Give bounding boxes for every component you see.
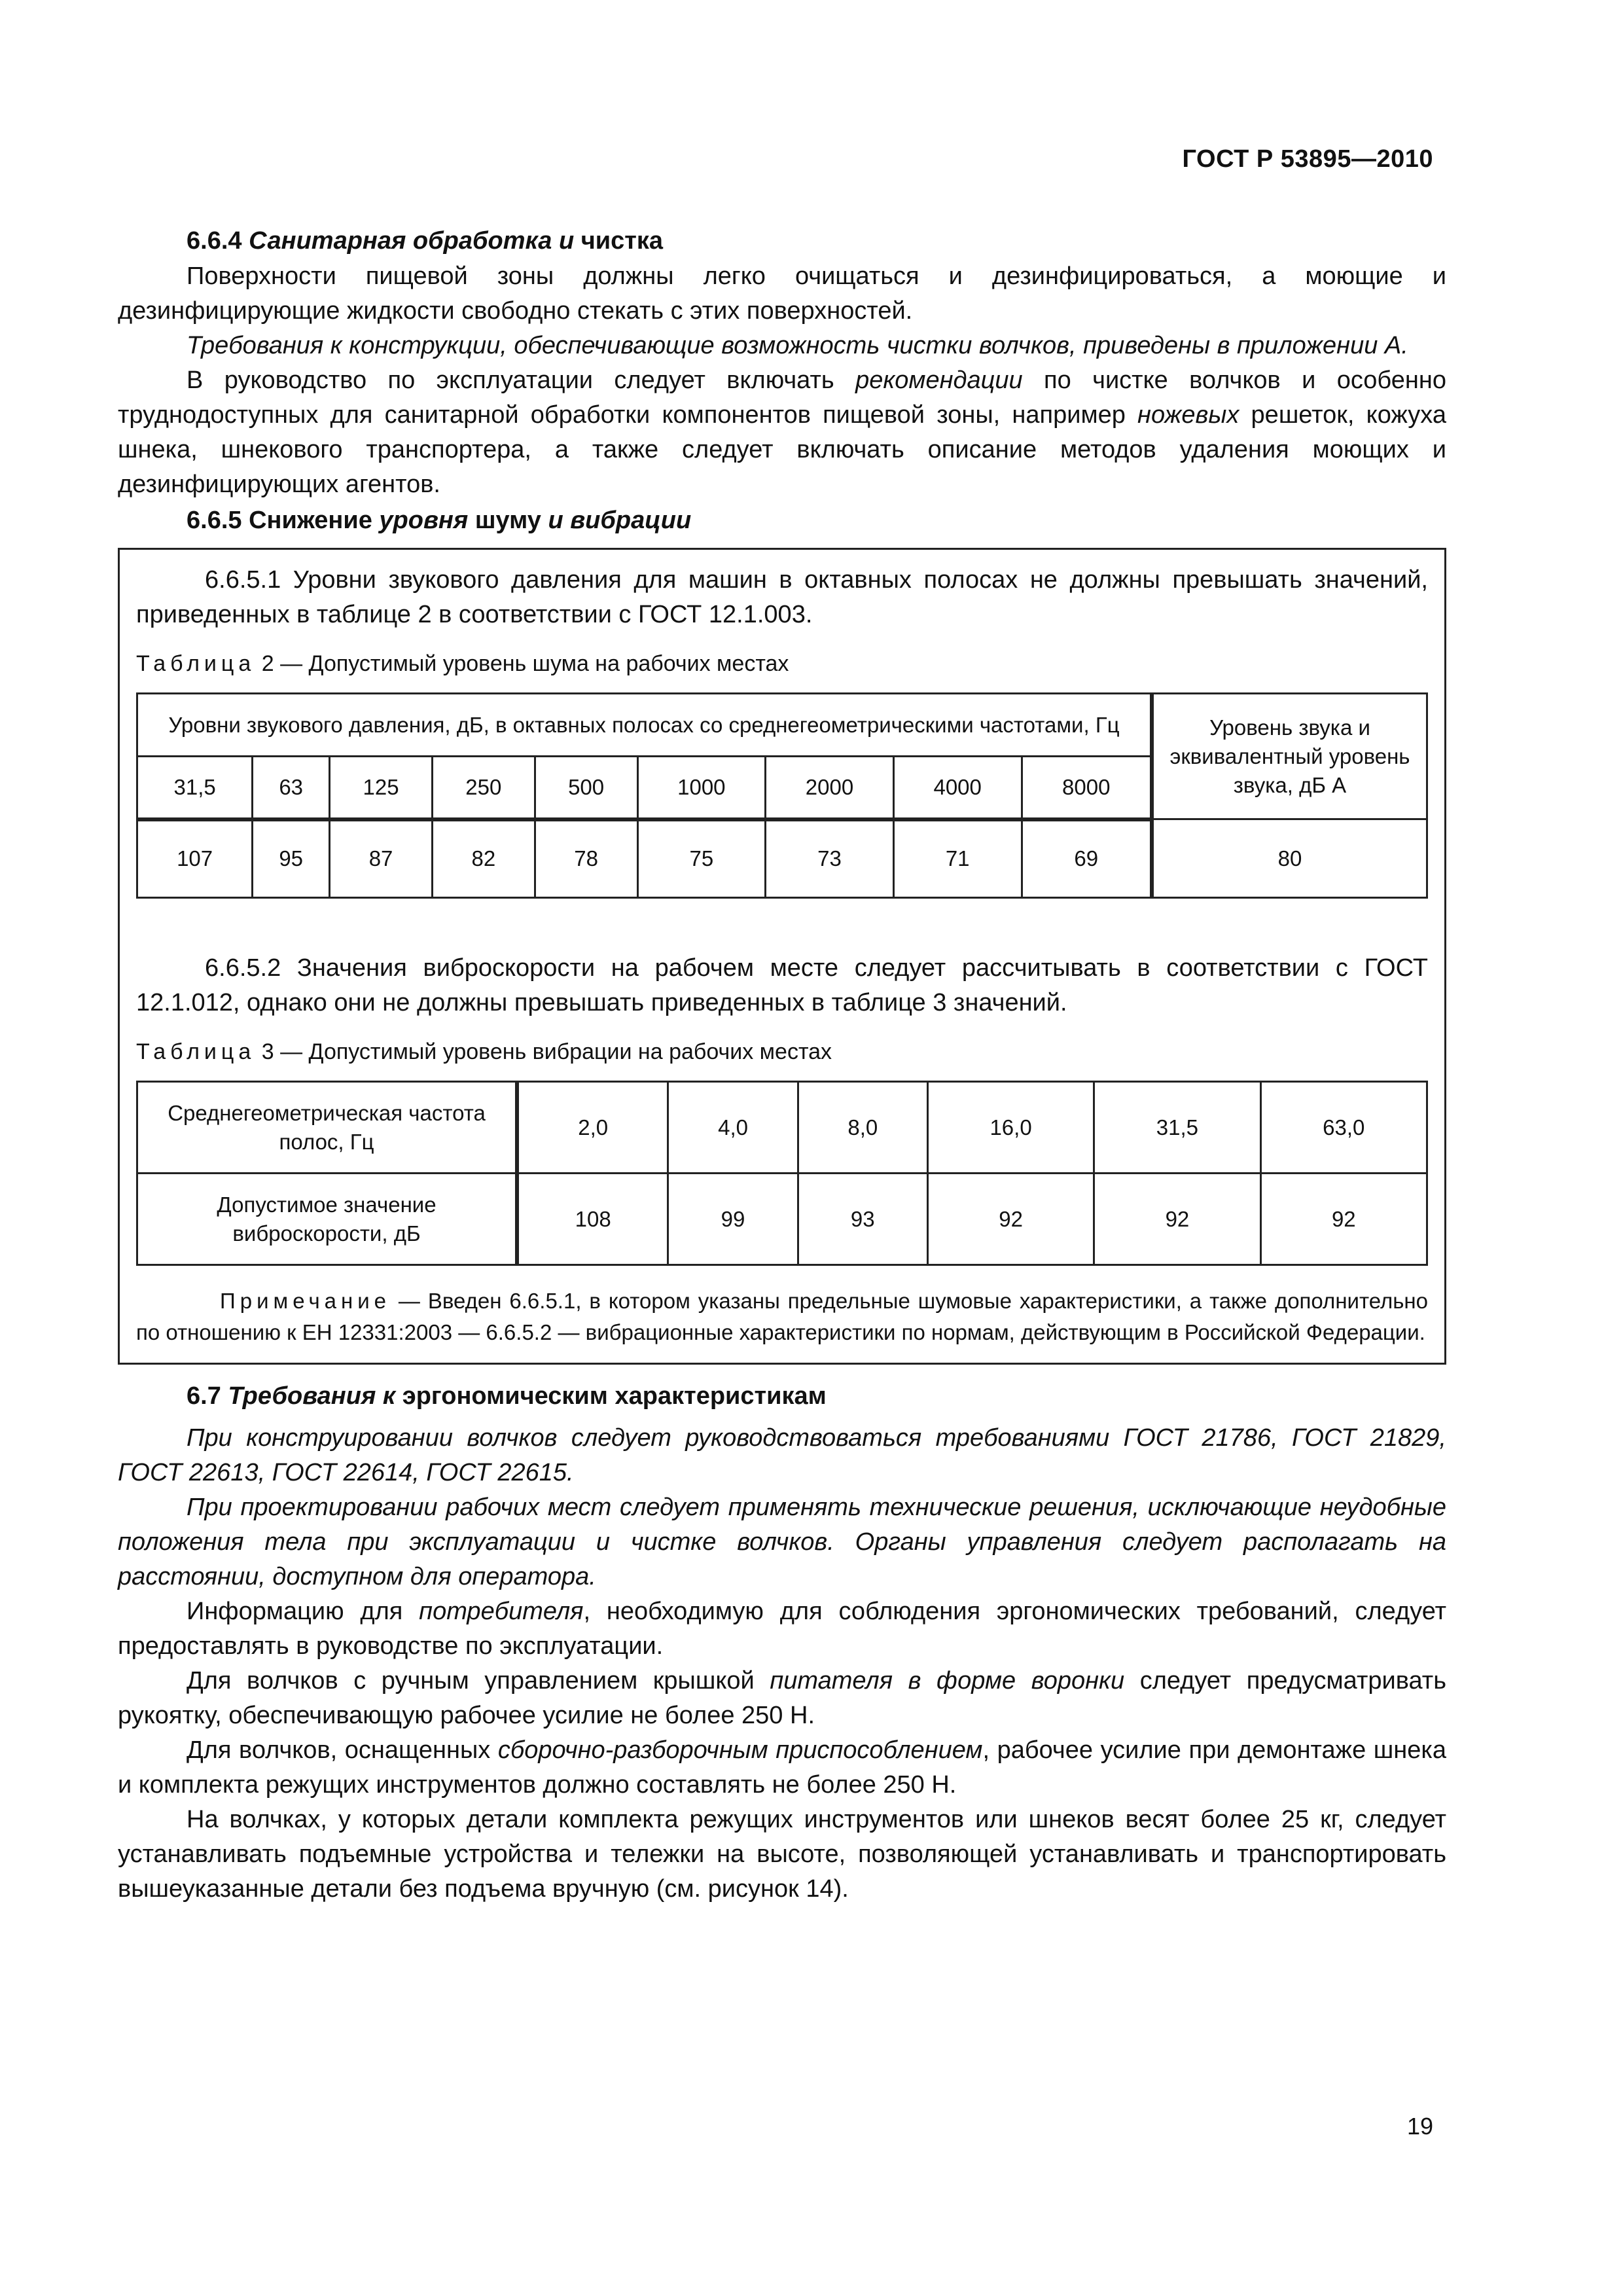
table-cell: 82 (432, 819, 535, 898)
table-cell: 108 (517, 1174, 668, 1265)
page-number: 19 (1406, 2113, 1433, 2140)
table-cell: 31,5 (1094, 1082, 1260, 1174)
table-cell: 500 (535, 757, 637, 819)
table-cell: 63,0 (1260, 1082, 1427, 1174)
text-run-italic: сборочно-разборочным приспособлением (497, 1736, 983, 1764)
paragraph-italic: При конструировании волчков следует руководствоваться требованиями ГОСТ 21786, ГОСТ 21829, ГОСТ 22613, ГОСТ 22614, ГОСТ 22615. (118, 1424, 1446, 1486)
caption-label: Таблица (136, 651, 256, 676)
text-run: , рабочее усилие при демонтаже шнека и комплекта режущих инструментов должно составлять не более 250 Н. (118, 1736, 1446, 1799)
table-cell: 4,0 (668, 1082, 798, 1174)
paragraph-italic: Требования к конструкции, обеспечивающие возможность чистки волчков, приведены в приложении А. (187, 332, 1408, 359)
table-2-group-header: Уровни звукового давления, дБ, в октавных полосах со среднегеометрическими частотами, Гц (137, 694, 1152, 757)
table-cell: 250 (432, 757, 535, 819)
caption-label: Таблица (136, 1039, 256, 1064)
section-number: 6.6.5 (187, 507, 242, 534)
text-run: , необходимую для соблюдения эргономических требований, следует предоставлять в руководстве по эксплуатации. (118, 1598, 1446, 1660)
section-6-7-heading (118, 1378, 1446, 1414)
note-label: Примечание (220, 1289, 391, 1313)
table-3-caption (136, 1036, 1428, 1067)
framed-block (118, 548, 1446, 1365)
note (136, 1285, 1428, 1348)
table-cell: 69 (1022, 819, 1152, 898)
table-cell: 16,0 (927, 1082, 1094, 1174)
table-3-row-velocity (137, 1174, 1427, 1265)
paragraph-6-6-5-2: 6.6.5.2 Значения виброскорости на рабочем месте следует рассчитывать в соответствии с ГОСТ 12.1.012, однако они не должны превышать приведенных в таблице 3 значений. (136, 954, 1428, 1016)
table-row-label: Среднегеометрическая частота полос, Гц (137, 1082, 518, 1174)
section-title-rest: чистка (574, 227, 664, 255)
table-cell: 8,0 (798, 1082, 927, 1174)
paragraph (118, 363, 1446, 502)
text-run: решеток, кожуха шнека, шнекового транспортера, а также следует включать описание методов удаления моющих и дезинфицирующих агентов. (118, 401, 1446, 498)
caption-text: 2 — Допустимый уровень шума на рабочих местах (255, 651, 789, 676)
text-run: Информацию для (187, 1598, 419, 1625)
table-cell: 2000 (766, 757, 894, 819)
text-run-italic: потребителя (419, 1598, 584, 1625)
table-2-caption (136, 648, 1428, 679)
table-cell: 31,5 (137, 757, 253, 819)
table-cell: 92 (927, 1174, 1094, 1265)
table-cell: 87 (330, 819, 433, 898)
table-cell: 107 (137, 819, 253, 898)
caption-text: 3 — Допустимый уровень вибрации на рабочих местах (255, 1039, 832, 1064)
text-run: шуму (468, 507, 548, 534)
paragraph-6-6-5-1: 6.6.5.1 Уровни звукового давления для машин в октавных полосах не должны превышать значений, приведенных в таблице 2 в соответствии с ГОСТ 12.1.003. (136, 566, 1428, 628)
text-run: Для волчков, оснащенных (187, 1736, 498, 1764)
table-cell: 63 (253, 757, 330, 819)
paragraph (118, 1664, 1446, 1733)
table-2 (136, 692, 1428, 899)
table-cell: 93 (798, 1174, 927, 1265)
section-6-6-4-heading (118, 223, 1446, 259)
table-cell: 99 (668, 1174, 798, 1265)
text-run: эргономическим характеристикам (395, 1382, 827, 1410)
text-run-italic: питателя в форме воронки (770, 1667, 1125, 1695)
paragraph-italic: При проектировании рабочих мест следует применять технические решения, исключающие неудобные положения тела при эксплуатации и чистке волчков. Органы управления следует располагать на расстоянии, доступном для оператора. (118, 1494, 1446, 1590)
table-cell: 75 (637, 819, 766, 898)
text-run: В руководство по эксплуатации следует включать (187, 367, 856, 394)
text-run-italic: Требования к (228, 1382, 396, 1410)
section-number: 6.7 (187, 1382, 221, 1410)
table-2-right-header: Уровень звука и эквивалентный уровень звука, дБ А (1152, 694, 1427, 819)
table-3 (136, 1081, 1428, 1266)
section-6-6-5-heading (118, 502, 1446, 539)
main-content (118, 223, 1446, 1907)
paragraph (118, 1594, 1446, 1664)
section-number: 6.6.4 (187, 227, 242, 255)
table-cell: 80 (1152, 819, 1427, 898)
text-run-italic: и вибрации (548, 507, 692, 534)
table-cell: 78 (535, 819, 637, 898)
table-row-label: Допустимое значение виброскорости, дБ (137, 1174, 518, 1265)
text-run-italic: ножевых (1137, 401, 1240, 429)
section-title-italic: Санитарная обработка и (249, 227, 575, 255)
table-cell: 92 (1260, 1174, 1427, 1265)
text-run: Для волчков с ручным управлением крышкой (187, 1667, 770, 1695)
table-cell: 1000 (637, 757, 766, 819)
table-cell: 71 (893, 819, 1022, 898)
table-cell: 92 (1094, 1174, 1260, 1265)
table-cell: 73 (766, 819, 894, 898)
text-run: следует предусматривать рукоятку, обеспечивающую рабочее усилие не более 250 Н. (118, 1667, 1446, 1729)
table-3-row-frequency (137, 1082, 1427, 1174)
note-text: — Введен 6.6.5.1, в котором указаны предельные шумовые характеристики, а также дополнительно по отношению к ЕН 12331:2003 — 6.6.5.2 — вибрационные характеристики по нормам, действующим в Российской Федерации. (136, 1289, 1428, 1344)
paragraph: Поверхности пищевой зоны должны легко очищаться и дезинфицироваться, а моющие и дезинфицирующие жидкости свободно стекать с этих поверхностей. (118, 262, 1446, 325)
text-run: Снижение (241, 507, 380, 534)
table-cell: 125 (330, 757, 433, 819)
text-run-italic: уровня (379, 507, 469, 534)
paragraph: На волчках, у которых детали комплекта режущих инструментов или шнеков весят более 25 кг, следует устанавливать подъемные устройства и тележки на высоте, позволяющей устанавливать и транспортировать вышеуказанные детали без подъема вручную (см. рисунок 14). (118, 1806, 1446, 1903)
table-cell: 2,0 (517, 1082, 668, 1174)
text-run: по чистке волчков и особенно труднодоступных для санитарной обработки компонентов пищевой зоны, например (118, 367, 1446, 429)
text-run-italic: рекомендации (855, 367, 1023, 394)
table-2-value-row (137, 819, 1427, 898)
standard-header: ГОСТ Р 53895—2010 (1182, 145, 1433, 173)
table-cell: 95 (253, 819, 330, 898)
paragraph (118, 1733, 1446, 1803)
table-cell: 8000 (1022, 757, 1152, 819)
table-cell: 4000 (893, 757, 1022, 819)
